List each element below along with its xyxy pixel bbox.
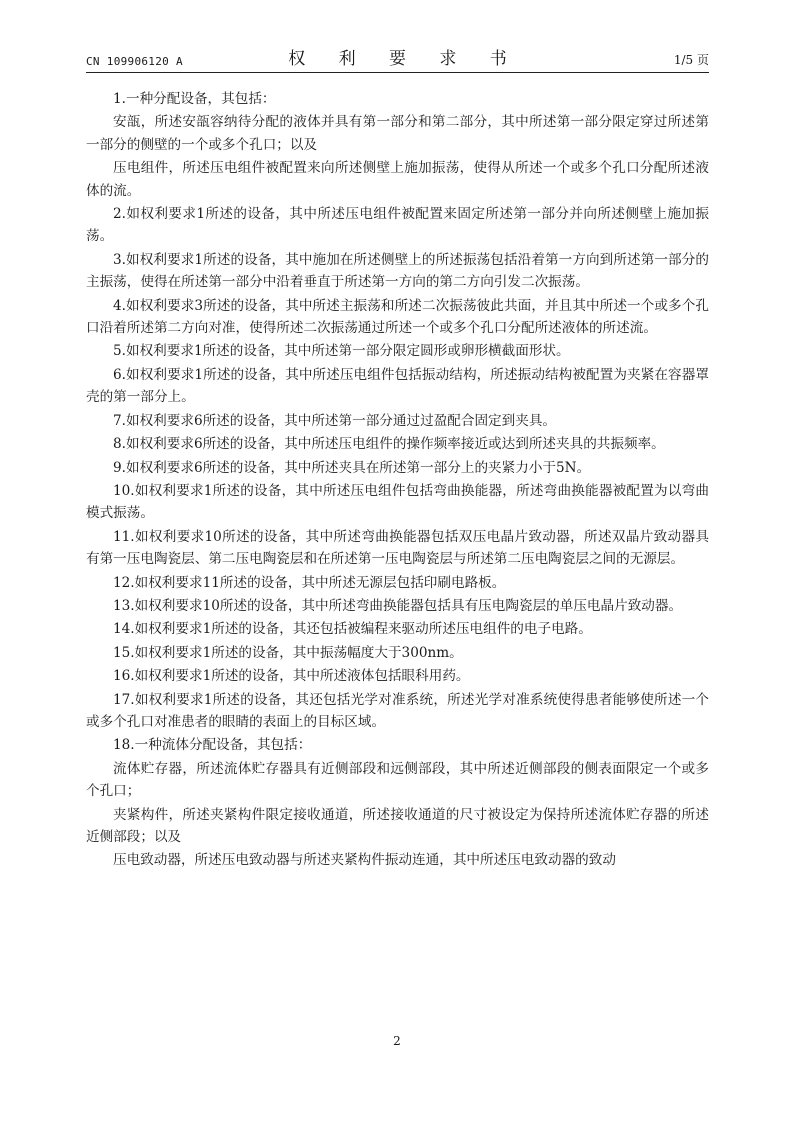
claim-paragraph: 安瓿，所述安瓿容纳待分配的液体并具有第一部分和第二部分，其中所述第一部分限定穿过所述第一部分的侧壁的一个或多个孔口；以及 [86, 114, 709, 153]
claim-paragraph: 流体贮存器，所述流体贮存器具有近侧部段和远侧部段，其中所述近侧部段的侧表面限定一个或多个孔口； [86, 760, 709, 800]
claim-paragraph: 压电致动器，所述压电致动器与所述夹紧构件振动连通，其中所述压电致动器的致动 [113, 852, 616, 869]
claim-paragraph: 11.如权利要求10所述的设备，其中所述弯曲换能器包括双压电晶片致动器，所述双晶片致动器具有第一压电陶瓷层、第二压电陶瓷层和在所述第一压电陶瓷层与所述第二压电陶瓷层之间的无源层。 [86, 528, 709, 568]
document-id: CN 109906120 A [86, 55, 183, 68]
page-count: 1/5 页 [673, 53, 709, 67]
claim-paragraph: 5.如权利要求1所述的设备，其中所述第一部分限定圆形或卵形横截面形状。 [113, 343, 570, 360]
page-header [86, 42, 709, 73]
claim-paragraph: 2.如权利要求1所述的设备，其中所述压电组件被配置来固定所述第一部分并向所述侧壁上施加振荡。 [86, 206, 709, 245]
claim-paragraph: 压电组件，所述压电组件被配置来向所述侧壁上施加振荡，使得从所述一个或多个孔口分配所述液体的流。 [86, 160, 709, 199]
page-number: 2 [393, 1034, 401, 1048]
claim-paragraph: 14.如权利要求1所述的设备，其还包括被编程来驱动所述压电组件的电子电路。 [113, 621, 592, 638]
claim-paragraph: 1.一种分配设备，其包括： [113, 91, 276, 107]
claim-paragraph: 9.如权利要求6所述的设备，其中所述夹具在所述第一部分上的夹紧力小于5N。 [113, 459, 591, 476]
claim-paragraph: 夹紧构件，所述夹紧构件限定接收通道，所述接收通道的尺寸被设定为保持所述流体贮存器的所述近侧部段；以及 [86, 806, 709, 845]
claim-paragraph: 17.如权利要求1所述的设备，其还包括光学对准系统，所述光学对准系统使得患者能够使所述一个或多个孔口对准患者的眼睛的表面上的目标区域。 [86, 691, 709, 730]
claim-paragraph: 18.一种流体分配设备，其包括： [113, 737, 312, 754]
claim-paragraph: 4.如权利要求3所述的设备，其中所述主振荡和所述二次振荡彼此共面，并且其中所述一个或多个孔口沿着所述第二方向对准，使得所述二次振荡通过所述一个或多个孔口分配所述液体的所述流。 [86, 297, 709, 337]
claim-paragraph: 16.如权利要求1所述的设备，其中所述液体包括眼科用药。 [113, 668, 470, 685]
claim-paragraph: 15.如权利要求1所述的设备，其中振荡幅度大于300nm。 [113, 644, 463, 661]
claims-body [86, 88, 709, 873]
claim-paragraph: 7.如权利要求6所述的设备，其中所述第一部分通过过盈配合固定到夹具。 [113, 412, 557, 429]
claim-paragraph: 12.如权利要求11所述的设备，其中所述无源层包括印刷电路板。 [113, 574, 506, 591]
claim-paragraph: 10.如权利要求1所述的设备，其中所述压电组件包括弯曲换能器，所述弯曲换能器被配置为以弯曲模式振荡。 [86, 482, 709, 522]
claim-paragraph: 8.如权利要求6所述的设备，其中所述压电组件的操作频率接近或达到所述夹具的共振频率。 [113, 436, 665, 453]
claim-paragraph: 3.如权利要求1所述的设备，其中施加在所述侧壁上的所述振荡包括沿着第一方向到所述第一部分的主振荡，使得在所述第一部分中沿着垂直于所述第一方向的第二方向引发二次振荡。 [86, 251, 709, 291]
claim-paragraph: 13.如权利要求10所述的设备，其中所述弯曲换能器包括具有压电陶瓷层的单压电晶片致动器。 [113, 597, 683, 614]
claim-paragraph: 6.如权利要求1所述的设备，其中所述压电组件包括振动结构，所述振动结构被配置为夹紧在容器罩壳的第一部分上。 [86, 366, 709, 406]
document-title: 权 利 要 求 书 [288, 49, 521, 69]
